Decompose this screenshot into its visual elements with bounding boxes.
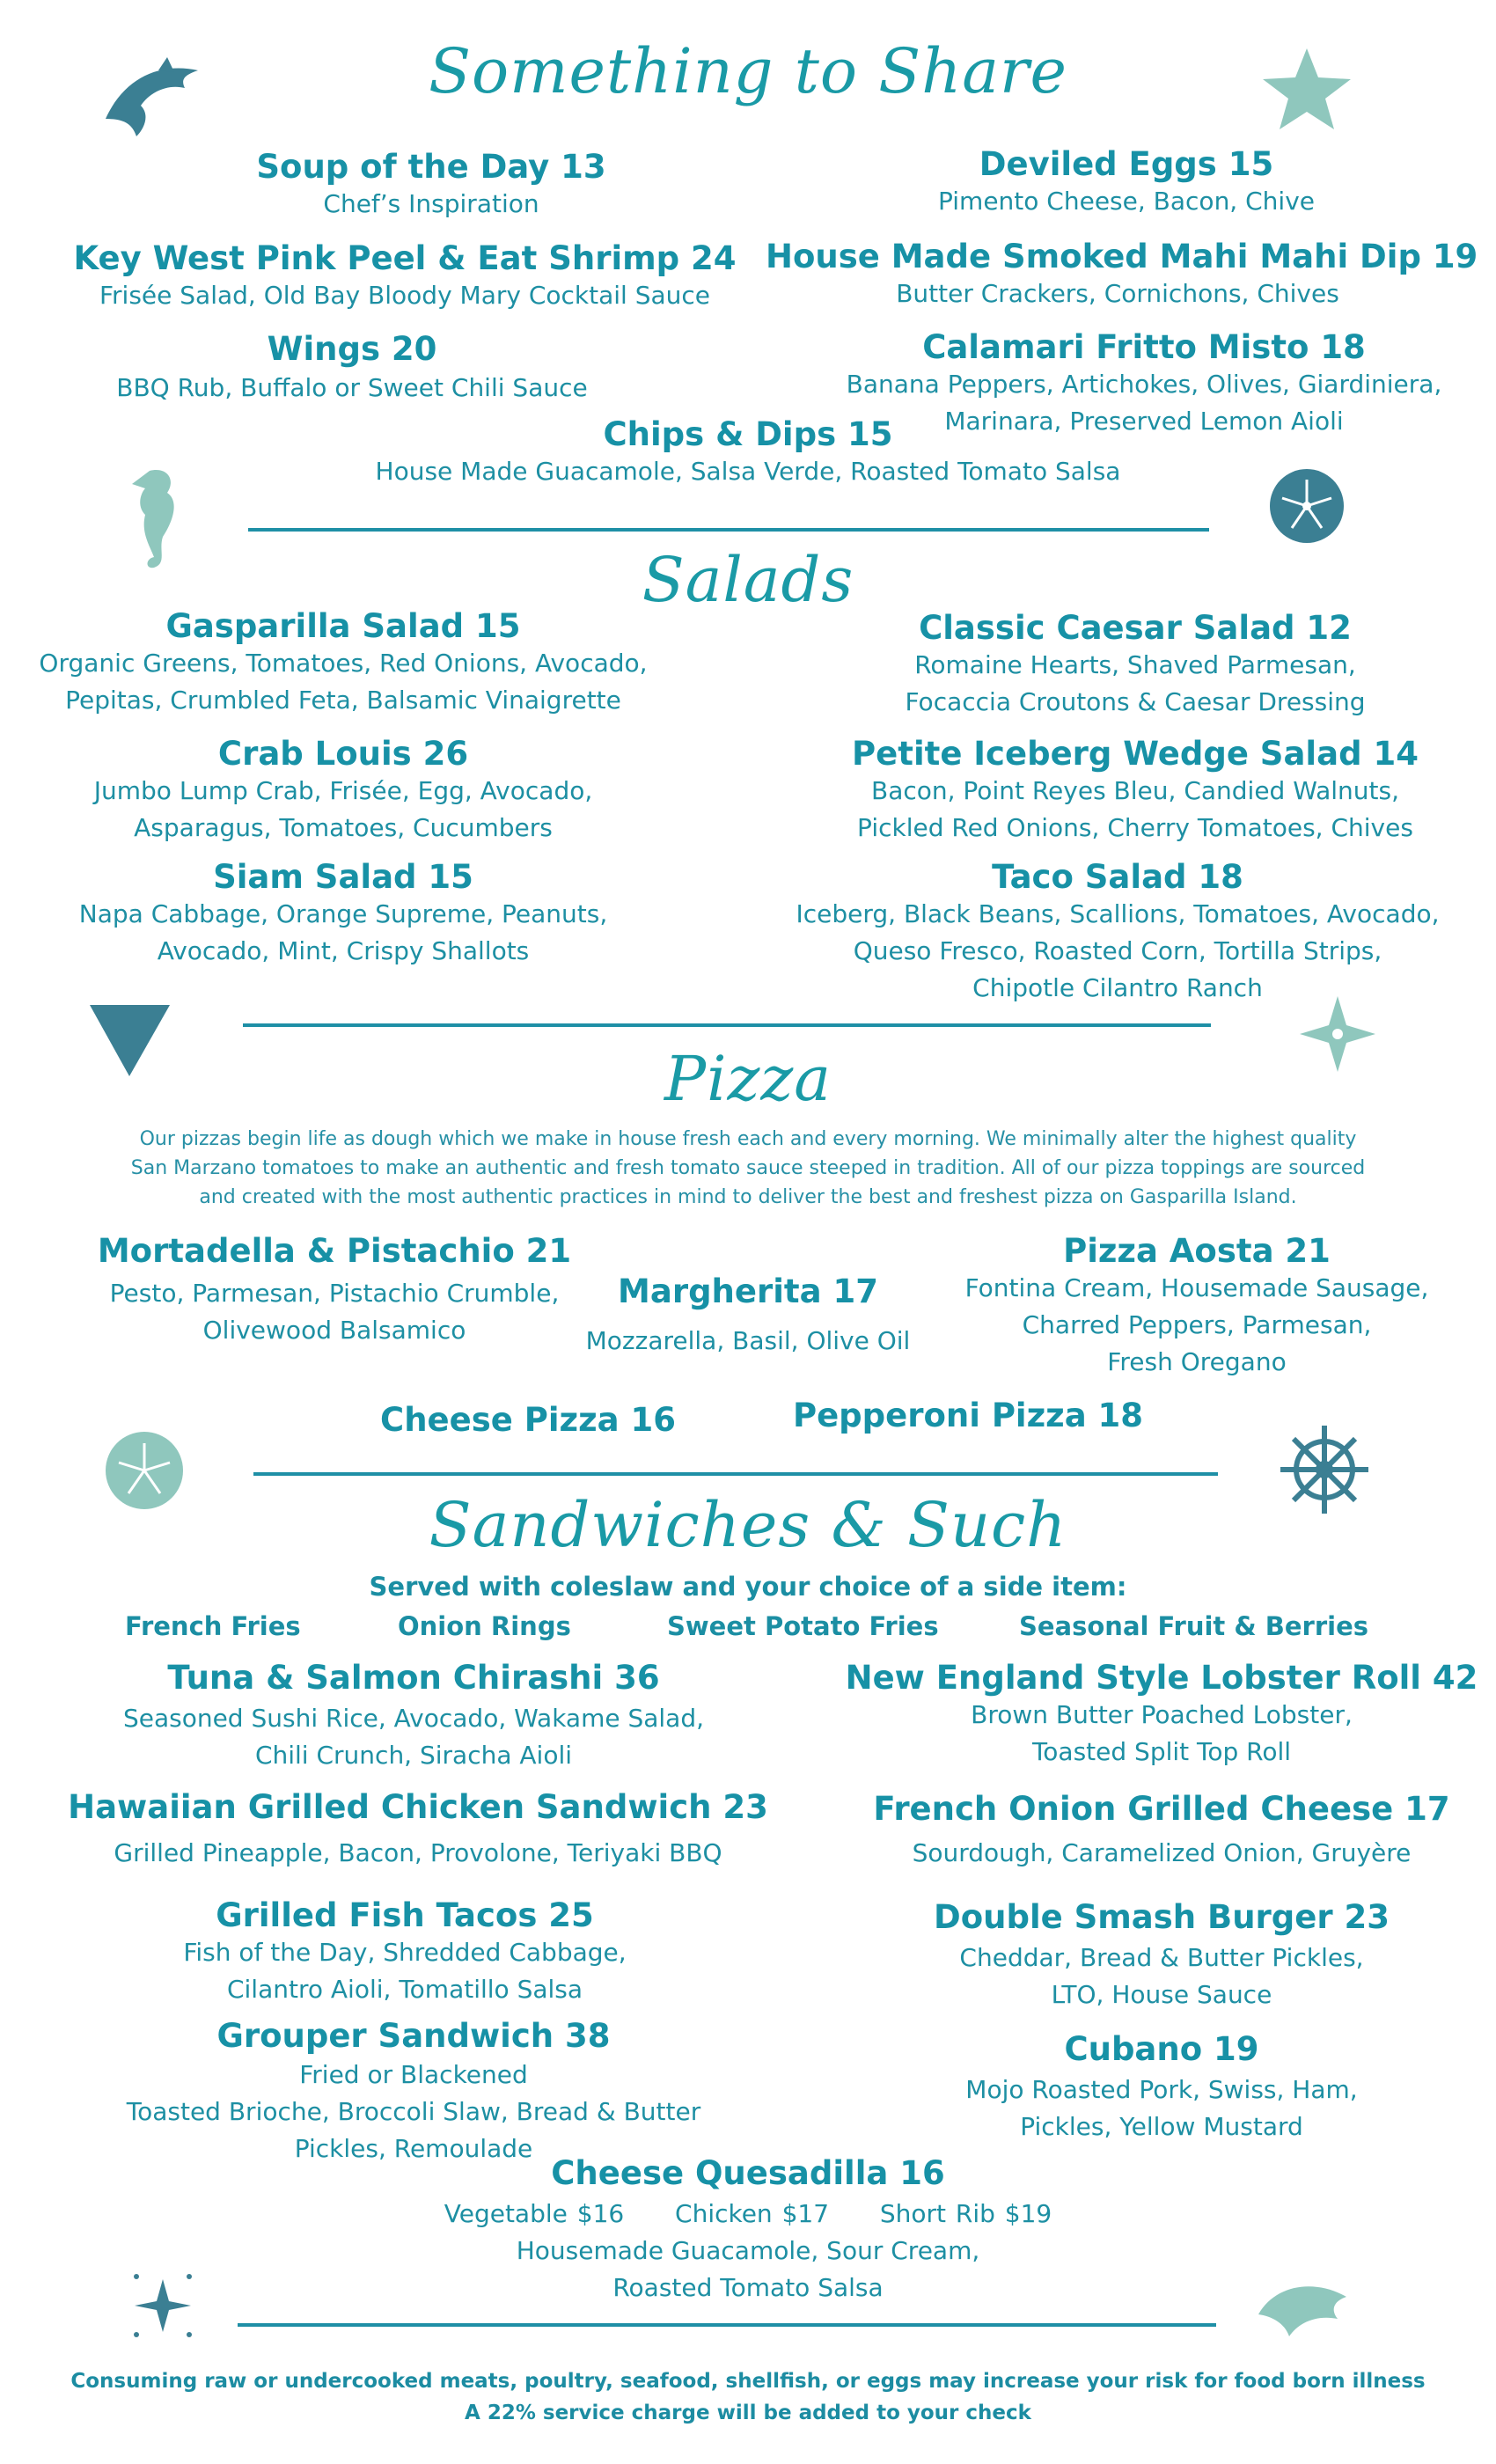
divider <box>253 1472 1218 1476</box>
menu-item-aosta <box>933 1232 1461 1381</box>
divider <box>238 2323 1216 2327</box>
menu-item-wings <box>88 330 616 407</box>
item-desc: Brown Butter Poached Lobster, <box>971 1700 1353 1729</box>
item-desc: Marinara, Preserved Lemon Aioli <box>944 407 1344 436</box>
quesadilla-options <box>396 2196 1100 2233</box>
menu-item-hawaiian <box>53 1788 783 1872</box>
item-desc: Olivewood Balsamico <box>202 1316 466 1345</box>
item-name: New England Style Lobster Roll 42 <box>845 1659 1478 1697</box>
item-name: Crab Louis 26 <box>217 735 469 773</box>
item-name: Classic Caesar Salad 12 <box>919 609 1352 647</box>
item-desc: Cilantro Aioli, Tomatillo Salsa <box>226 1975 583 2004</box>
item-desc: Pesto, Parmesan, Pistachio Crumble, <box>109 1279 560 1308</box>
item-name: Grilled Fish Tacos 25 <box>216 1896 594 1934</box>
divider <box>243 1023 1211 1027</box>
item-name: Siam Salad 15 <box>213 858 473 896</box>
starfish-icon <box>1258 44 1355 132</box>
item-desc: Pickled Red Onions, Cherry Tomatoes, Chives <box>857 813 1413 842</box>
item-name: Pepperoni Pizza 18 <box>792 1397 1144 1434</box>
side-item: Sweet Potato Fries <box>667 1611 939 1641</box>
item-desc: Queso Fresco, Roasted Corn, Tortilla Strips, <box>853 936 1382 965</box>
menu-item-soup <box>141 148 722 223</box>
item-desc: Napa Cabbage, Orange Supreme, Peanuts, <box>78 899 608 928</box>
side-item: Onion Rings <box>398 1611 571 1641</box>
item-desc: Pickles, Remoulade <box>294 2134 533 2163</box>
item-desc: Pimento Cheese, Bacon, Chive <box>938 187 1315 216</box>
item-desc: Cheddar, Bread & Butter Pickles, <box>959 1943 1364 1972</box>
served-with-note: Served with coleslaw and your choice of a side item: <box>369 1572 1127 1602</box>
item-desc: Frisée Salad, Old Bay Bloody Mary Cocktail Sauce <box>99 281 711 310</box>
item-name: Tuna & Salmon Chirashi 36 <box>167 1659 660 1697</box>
service-charge-notice: A 22% service charge will be added to your check <box>465 2402 1031 2424</box>
item-name: Wings 20 <box>267 330 437 368</box>
menu-item-caesar <box>827 609 1443 721</box>
menu-item-mortadella <box>53 1232 616 1349</box>
item-name: Petite Iceberg Wedge Salad 14 <box>852 735 1419 773</box>
item-desc: Sourdough, Caramelized Onion, Gruyère <box>912 1838 1412 1867</box>
item-desc: Organic Greens, Tomatoes, Red Onions, Avocado, <box>39 649 648 678</box>
menu-item-wedge <box>810 735 1461 847</box>
menu-item-onion-grilled-cheese <box>845 1790 1478 1872</box>
item-desc: LTO, House Sauce <box>1051 1980 1272 2009</box>
item-desc: Charred Peppers, Parmesan, <box>1022 1310 1372 1339</box>
item-name: Cubano 19 <box>1064 2030 1259 2068</box>
menu-item-crab-louis <box>53 735 634 847</box>
menu-item-smash-burger <box>880 1898 1443 2013</box>
item-name: Gasparilla Salad 15 <box>165 607 521 645</box>
item-desc: Roasted Tomato Salsa <box>612 2273 884 2302</box>
ship-wheel-icon <box>1276 1421 1373 1518</box>
item-desc: Toasted Split Top Roll <box>1031 1737 1292 1766</box>
menu-item-taco-salad <box>783 858 1452 1007</box>
menu-item-gasparilla <box>18 607 669 719</box>
quesadilla-option: Chicken $17 <box>675 2199 830 2228</box>
menu-item-cubano <box>880 2030 1443 2145</box>
item-desc: Avocado, Mint, Crispy Shallots <box>157 936 530 965</box>
item-name: House Made Smoked Mahi Mahi Dip 19 <box>766 238 1478 275</box>
item-desc: Mojo Roasted Pork, Swiss, Ham, <box>965 2075 1358 2104</box>
item-desc: BBQ Rub, Buffalo or Sweet Chili Sauce <box>116 373 588 402</box>
item-desc: Butter Crackers, Cornichons, Chives <box>896 279 1339 308</box>
item-name: Hawaiian Grilled Chicken Sandwich 23 <box>68 1788 768 1826</box>
menu-item-siam <box>44 858 642 970</box>
sparkle-icon <box>119 2266 207 2345</box>
item-desc: Chef’s Inspiration <box>323 189 539 218</box>
item-desc: Seasoned Sushi Rice, Avocado, Wakame Salad, <box>122 1704 705 1733</box>
intro-line: and created with the most authentic practices in mind to deliver the best and freshest pizza on Gasparilla Island. <box>199 1186 1297 1208</box>
item-desc: Bacon, Point Reyes Bleu, Candied Walnuts, <box>870 776 1400 805</box>
pizza-title: Pizza <box>664 1043 832 1115</box>
item-name: Grouper Sandwich 38 <box>216 2017 611 2055</box>
item-desc: Iceberg, Black Beans, Scallions, Tomatoes, Avocado, <box>796 899 1440 928</box>
salads-title: Salads <box>642 544 854 616</box>
item-desc: Focaccia Croutons & Caesar Dressing <box>905 687 1366 716</box>
item-name: Key West Pink Peel & Eat Shrimp 24 <box>73 239 737 277</box>
quesadilla-option: Short Rib $19 <box>879 2199 1052 2228</box>
fish-icon <box>1250 2262 1364 2350</box>
item-desc: Fresh Oregano <box>1107 1347 1287 1376</box>
pizza-intro <box>53 1125 1443 1212</box>
side-item: French Fries <box>125 1611 301 1641</box>
item-name: Margherita 17 <box>618 1272 878 1310</box>
item-desc: Asparagus, Tomatoes, Cucumbers <box>134 813 553 842</box>
intro-line: Our pizzas begin life as dough which we make in house fresh each and every morning. We minimally alter the highest quality <box>139 1128 1357 1150</box>
sandwiches-title: Sandwiches & Such <box>429 1489 1067 1561</box>
item-name: Deviled Eggs 15 <box>979 145 1274 183</box>
item-name: Calamari Fritto Misto 18 <box>922 328 1366 366</box>
item-desc: Chipotle Cilantro Ranch <box>972 973 1263 1002</box>
sand-dollar-icon <box>1267 466 1346 546</box>
item-desc: Pickles, Yellow Mustard <box>1020 2112 1303 2141</box>
item-name: Chips & Dips 15 <box>603 415 893 453</box>
item-desc: Fish of the Day, Shredded Cabbage, <box>183 1938 627 1967</box>
item-desc: Mozzarella, Basil, Olive Oil <box>585 1326 911 1355</box>
divider <box>248 528 1209 532</box>
menu-item-chips <box>370 415 1126 490</box>
menu-item-lobster-roll <box>845 1659 1478 1771</box>
menu-item-cheese-pizza <box>334 1401 722 1439</box>
seahorse-icon <box>123 462 185 576</box>
triangle-icon <box>88 1003 172 1078</box>
menu-item-fish-tacos <box>106 1896 704 2008</box>
share-title: Something to Share <box>429 35 1067 107</box>
item-desc: Jumbo Lump Crab, Frisée, Egg, Avocado, <box>93 776 593 805</box>
menu-item-mahi-dip <box>766 238 1478 312</box>
menu-item-shrimp <box>53 239 757 314</box>
item-desc: Fontina Cream, Housemade Sausage, <box>964 1273 1429 1302</box>
item-desc: House Made Guacamole, Salsa Verde, Roasted Tomato Salsa <box>375 457 1121 486</box>
quesadilla-option: Vegetable $16 <box>444 2199 625 2228</box>
item-name: French Onion Grilled Cheese 17 <box>873 1790 1450 1828</box>
item-desc: Fried or Blackened <box>299 2060 528 2089</box>
sand-dollar-icon <box>104 1430 185 1511</box>
item-desc: Romaine Hearts, Shaved Parmesan, <box>914 650 1356 679</box>
item-name: Cheese Pizza 16 <box>380 1401 676 1439</box>
item-desc: Banana Peppers, Artichokes, Olives, Giardiniera, <box>846 370 1442 399</box>
menu-item-deviled-eggs <box>845 145 1408 220</box>
item-name: Double Smash Burger 23 <box>933 1898 1390 1936</box>
menu-item-chirashi <box>88 1659 739 1774</box>
item-name: Pizza Aosta 21 <box>1063 1232 1331 1270</box>
item-desc: Pepitas, Crumbled Feta, Balsamic Vinaigrette <box>65 686 621 715</box>
menu-item-quesadilla <box>396 2154 1100 2306</box>
menu-item-pepperoni-pizza <box>766 1397 1170 1434</box>
item-name: Taco Salad 18 <box>992 858 1243 896</box>
allergy-notice: Consuming raw or undercooked meats, poultry, seafood, shellfish, or eggs may increase your risk for food born illness <box>70 2370 1426 2393</box>
dolphin-icon <box>97 53 211 141</box>
menu-item-margherita <box>546 1272 950 1360</box>
item-name: Mortadella & Pistachio 21 <box>97 1232 572 1270</box>
item-desc: Grilled Pineapple, Bacon, Provolone, Teriyaki BBQ <box>114 1838 722 1867</box>
item-desc: Toasted Brioche, Broccoli Slaw, Bread & Butter <box>126 2097 701 2126</box>
side-item: Seasonal Fruit & Berries <box>1019 1611 1368 1641</box>
item-desc: Housemade Guacamole, Sour Cream, <box>516 2236 980 2265</box>
menu-item-grouper <box>88 2017 739 2167</box>
footer <box>44 2365 1452 2429</box>
intro-line: San Marzano tomatoes to make an authentic and fresh tomato sauce steeped in tradition. All of our pizza toppings are sourced <box>130 1157 1366 1179</box>
item-desc: Chili Crunch, Siracha Aioli <box>254 1741 573 1770</box>
item-name: Soup of the Day 13 <box>256 148 606 186</box>
item-name: Cheese Quesadilla 16 <box>551 2154 945 2192</box>
